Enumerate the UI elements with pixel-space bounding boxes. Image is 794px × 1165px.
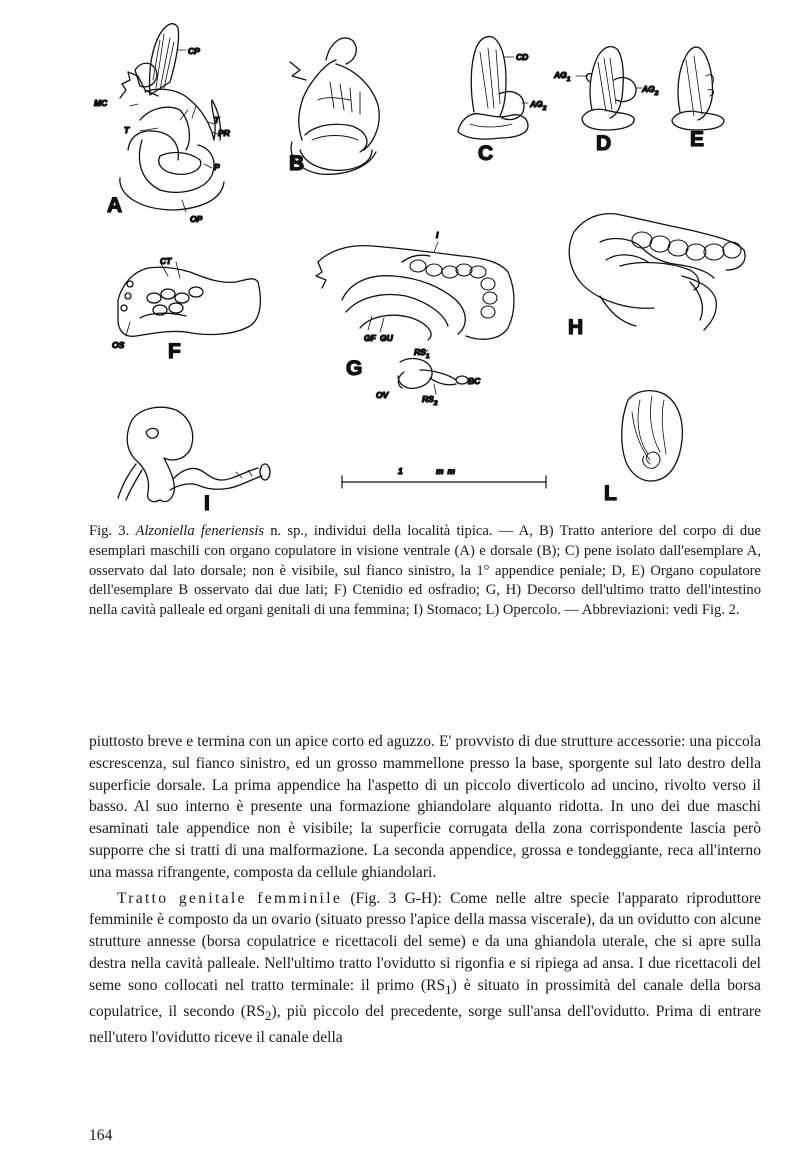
panel-d-label: D [596, 132, 612, 155]
paragraph-2-part-1: (Fig. 3 G-H): Come nelle altre specie l'apparato riproduttore femminile è composto da un ovario (situato presso l'apice della massa viscerale), da un ovidutto con alcune strutture annesse (borsa copulatrice e ricettacoli del seme) e da una ghiandola uterale, che si apre sulla destra nella cavità palleale. Nell'ultimo tratto l'ovidutto si rigonfia e si ripiega ad ansa. I due ricettacoli del seme sono collocati nel tratto terminale: il primo (RS [89, 889, 761, 994]
caption-species: Alzoniella feneriensis [135, 523, 265, 539]
label-i: I [436, 230, 439, 240]
panel-h-drawing [569, 214, 745, 330]
panel-f-drawing [118, 262, 260, 336]
panel-a-drawing [120, 24, 224, 212]
panel-d-drawing [576, 47, 642, 130]
scale-bar-unit: mm [436, 466, 460, 476]
caption-text: n. sp., individui della località tipica. — A, B) Tratto anteriore del corpo di due esemplari maschili con organo copulatore in visione ventrale (A) e dorsale (B); C) pene isolato dall'esemplare A, osservato dal lato dorsale; non è visibile, sul fianco sinistro, la 1° appendice peniale; D, E) Organo copulatore dell'esemplare B osservato dai due lati; F) Ctenidio ed osfradio; G, H) Decorso dell'ultimo tratto dell'intestino nella cavità palleale ed organi genitali di una femmina; I) Stomaco; L) Opercolo. — Abbreviazioni: vedi Fig. 2. [89, 523, 762, 619]
subscript-1: 1 [445, 981, 452, 997]
label-gf: GF [364, 333, 376, 343]
label-rs2: $RS_2$ [422, 394, 438, 407]
subscript-2: 2 [265, 1007, 272, 1023]
label-ov: OV [376, 390, 389, 400]
paragraph-1: piuttosto breve e termina con un apice corto ed aguzzo. E' provvisto di due strutture accessorie: una piccola escrescenza, sul fianco sinistro, ed un grosso mammellone presso la base, sporgente sul lato destro della superficie dorsale. La prima appendice ha l'aspetto di un piccolo diverticolo ad uncino, rivolto verso il basso. Al suo interno è presente una formazione ghiandolare alquanto ridotta. In uno dei due maschi esaminati tale appendice non è visibile; la superficie corrugata della zona corrispondente lascia però supporre che si tratti di una malformazione. La seconda appendice, grossa e tondeggiante, reca all'interno una massa rifrangente, composta da cellule ghiandolari. [89, 733, 761, 881]
panel-e-drawing [672, 47, 724, 130]
panel-i-label: I [204, 492, 210, 515]
figure-drawings [0, 0, 794, 520]
label-cd: CD [516, 52, 529, 62]
label-bc: BC [468, 376, 481, 386]
label-ct: CT [160, 256, 172, 266]
paragraph-2 [89, 888, 761, 1049]
label-gu: GU [380, 333, 393, 343]
panel-i-drawing [118, 407, 270, 501]
label-mc: MC [94, 98, 108, 108]
label-ag2-d: $AG_2$ [642, 84, 659, 97]
label-cp: CP [188, 46, 200, 56]
scale-bar [342, 476, 546, 488]
paragraph-2-part-3: ), più piccolo del precedente, sorge sull'ansa dell'ovidutto. Prima di entrare nell'utero l'ovidutto riceve il canale della [89, 1002, 761, 1046]
label-pr: PR [218, 128, 230, 138]
scale-bar-value: 1 [398, 466, 403, 476]
panel-e-label: E [690, 128, 705, 151]
panel-b-label: B [289, 152, 305, 175]
label-ag1-d: $AG_1$ [554, 70, 571, 83]
label-op: OP [190, 214, 203, 224]
label-t-right: T [214, 115, 220, 125]
paragraph-2-part-2: ) è situato in prossimità del canale della borsa copulatrice, il secondo (RS [89, 976, 761, 1020]
panel-f-label: F [168, 340, 181, 363]
label-p: P [214, 162, 220, 172]
label-rs1: $RS_1$ [414, 347, 430, 360]
label-t-left: T [124, 125, 130, 135]
panel-l-label: L [604, 482, 617, 505]
section-heading-female-tract: Tratto genitale femminile [117, 889, 343, 907]
panel-h-label: H [568, 316, 584, 339]
body-text [89, 731, 761, 1048]
panel-g-label: G [346, 357, 363, 380]
label-os: OS [112, 340, 125, 350]
panel-l-drawing [622, 391, 683, 481]
page-number: 164 [89, 1127, 113, 1144]
label-ag2-c: $AG_2$ [530, 99, 547, 112]
caption-lead: Fig. 3. [89, 523, 136, 539]
panel-c-label: C [478, 142, 494, 165]
panel-a-label: A [107, 194, 123, 217]
figure-caption [89, 522, 761, 621]
figure-3 [0, 0, 794, 520]
